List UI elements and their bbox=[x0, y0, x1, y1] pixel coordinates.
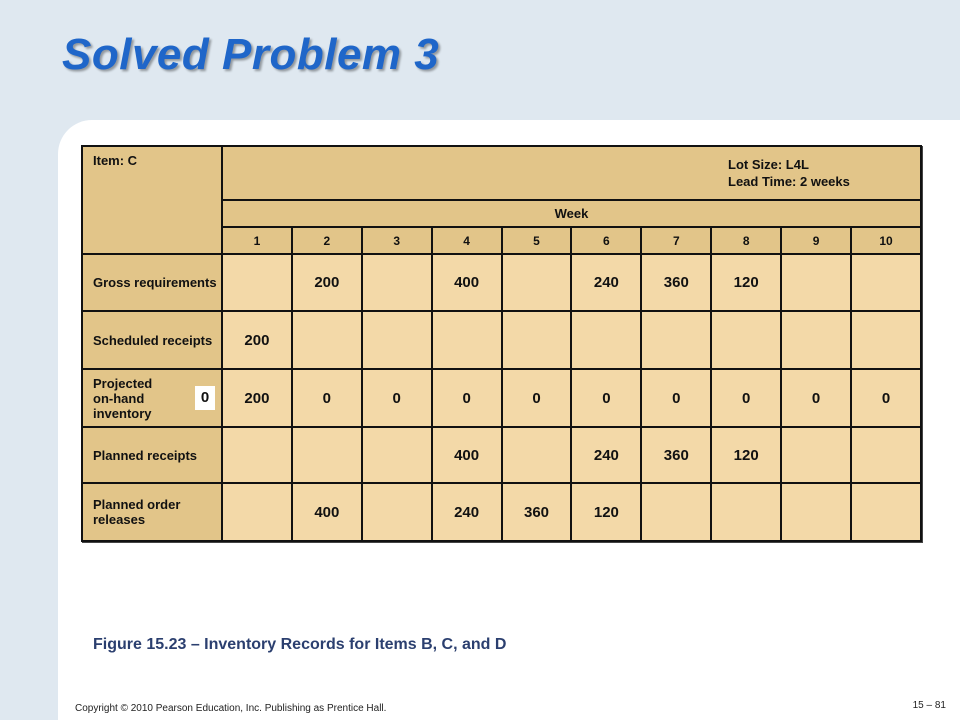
cell-value: 240 bbox=[571, 254, 641, 311]
week-number: 5 bbox=[502, 227, 572, 254]
cell-value bbox=[851, 427, 921, 483]
cell-value: 400 bbox=[432, 427, 502, 483]
item-label: Item: C bbox=[82, 146, 222, 254]
cell-value: 240 bbox=[432, 483, 502, 541]
week-number: 10 bbox=[851, 227, 921, 254]
week-number: 7 bbox=[641, 227, 711, 254]
cell-value bbox=[362, 483, 432, 541]
table-row bbox=[82, 254, 921, 311]
cell-value: 400 bbox=[432, 254, 502, 311]
cell-value: 0 bbox=[851, 369, 921, 427]
initial-inventory-box: 0 bbox=[195, 386, 215, 410]
cell-value bbox=[222, 254, 292, 311]
cell-value bbox=[362, 254, 432, 311]
cell-value bbox=[641, 311, 711, 369]
week-number: 6 bbox=[571, 227, 641, 254]
cell-value bbox=[222, 483, 292, 541]
table-row bbox=[82, 483, 921, 541]
cell-value: 0 bbox=[571, 369, 641, 427]
row-label-cell bbox=[82, 369, 222, 427]
copyright-notice: Copyright © 2010 Pearson Education, Inc. Publishing as Prentice Hall. bbox=[75, 703, 387, 714]
lot-size: Lot Size: L4L bbox=[728, 157, 809, 172]
cell-value: 400 bbox=[292, 483, 362, 541]
table-row bbox=[82, 427, 921, 483]
cell-value bbox=[502, 311, 572, 369]
cell-value bbox=[502, 427, 572, 483]
cell-value: 360 bbox=[641, 254, 711, 311]
cell-value bbox=[502, 254, 572, 311]
cell-value: 0 bbox=[781, 369, 851, 427]
cell-value bbox=[292, 311, 362, 369]
cell-value bbox=[781, 483, 851, 541]
row-label: Projected on-hand inventory bbox=[93, 375, 153, 421]
cell-value: 200 bbox=[222, 369, 292, 427]
slide-title: Solved Problem 3 bbox=[62, 30, 440, 79]
cell-value: 0 bbox=[641, 369, 711, 427]
page-number: 15 – 81 bbox=[912, 700, 946, 711]
week-number: 3 bbox=[362, 227, 432, 254]
cell-value: 360 bbox=[641, 427, 711, 483]
table-row bbox=[82, 311, 921, 369]
row-label: Gross requirements bbox=[82, 254, 222, 311]
cell-value bbox=[781, 254, 851, 311]
cell-value: 120 bbox=[711, 254, 781, 311]
row-label: Planned receipts bbox=[82, 427, 222, 483]
cell-value: 0 bbox=[711, 369, 781, 427]
week-number: 8 bbox=[711, 227, 781, 254]
cell-value bbox=[711, 483, 781, 541]
week-header: Week bbox=[222, 200, 921, 227]
lot-info bbox=[222, 146, 921, 200]
cell-value bbox=[851, 311, 921, 369]
cell-value bbox=[781, 427, 851, 483]
week-number: 9 bbox=[781, 227, 851, 254]
cell-value bbox=[781, 311, 851, 369]
cell-value: 120 bbox=[571, 483, 641, 541]
cell-value: 0 bbox=[362, 369, 432, 427]
cell-value bbox=[292, 427, 362, 483]
cell-value: 0 bbox=[502, 369, 572, 427]
inventory-record-table bbox=[81, 145, 922, 542]
week-number: 1 bbox=[222, 227, 292, 254]
row-label: Scheduled receipts bbox=[82, 311, 222, 369]
cell-value: 120 bbox=[711, 427, 781, 483]
cell-value: 0 bbox=[292, 369, 362, 427]
table-row bbox=[82, 369, 921, 427]
lead-time: Lead Time: 2 weeks bbox=[728, 174, 850, 189]
cell-value: 0 bbox=[432, 369, 502, 427]
cell-value bbox=[711, 311, 781, 369]
cell-value: 360 bbox=[502, 483, 572, 541]
cell-value: 200 bbox=[222, 311, 292, 369]
cell-value: 200 bbox=[292, 254, 362, 311]
cell-value bbox=[641, 483, 711, 541]
cell-value bbox=[571, 311, 641, 369]
week-number: 2 bbox=[292, 227, 362, 254]
cell-value bbox=[851, 483, 921, 541]
figure-caption: Figure 15.23 – Inventory Records for Items B, C, and D bbox=[93, 636, 507, 653]
cell-value bbox=[432, 311, 502, 369]
cell-value: 240 bbox=[571, 427, 641, 483]
cell-value bbox=[851, 254, 921, 311]
week-number: 4 bbox=[432, 227, 502, 254]
cell-value bbox=[362, 427, 432, 483]
cell-value bbox=[362, 311, 432, 369]
cell-value bbox=[222, 427, 292, 483]
row-label: Planned order releases bbox=[82, 483, 222, 541]
